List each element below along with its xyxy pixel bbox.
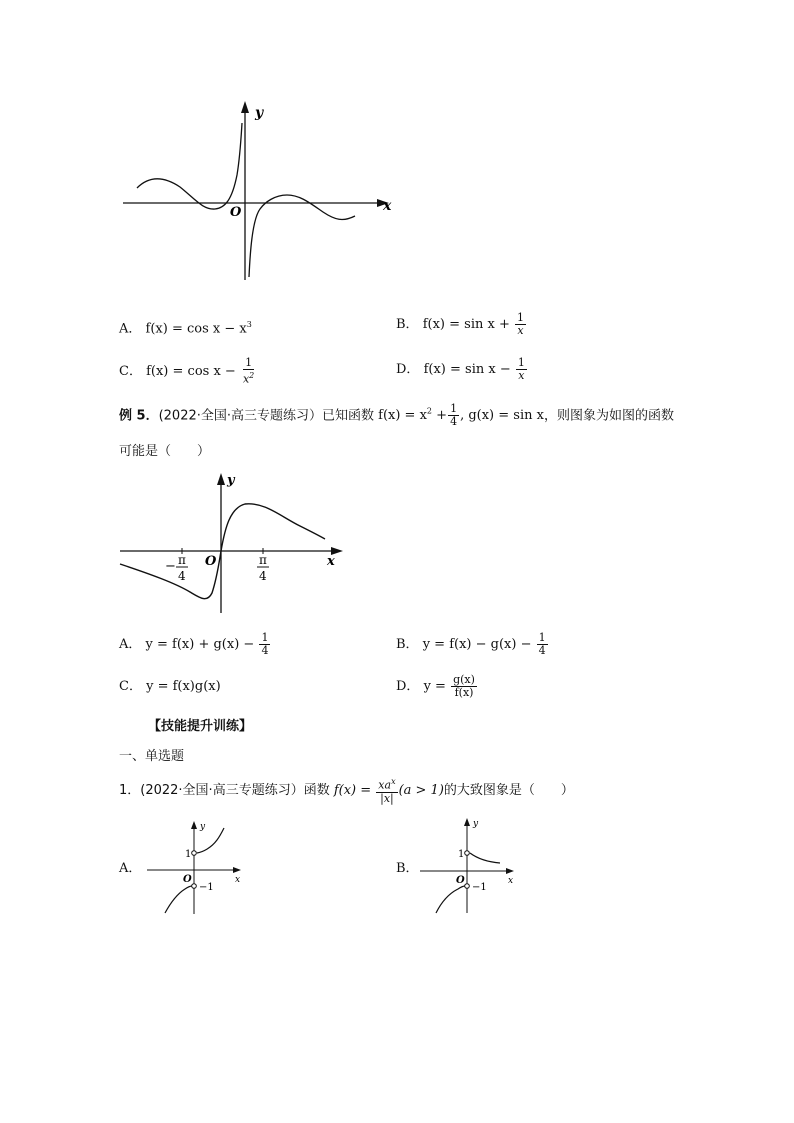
f-formula: $f(x) = x^2$ + $\frac{1}{4}$ , g(x) = sin x <box>378 402 544 429</box>
stem-text: 1．(2022·全国·高三专题练习）函数 <box>119 782 330 798</box>
y-axis-arrow <box>217 473 225 485</box>
q1-option-a-graph[interactable] <box>145 818 250 918</box>
fraction: $\frac{1}{x^2}$ <box>242 356 255 386</box>
fraction: $\frac{1}{4}$ <box>538 631 546 657</box>
x-label: x <box>327 554 335 569</box>
tick-neg-minus: − <box>165 559 176 574</box>
origin-label: O <box>230 205 242 220</box>
option-formula: y = f(x)g(x) <box>146 679 221 694</box>
figure-2-graph <box>115 468 350 618</box>
origin-label: O <box>205 554 217 569</box>
q1-option-b[interactable] <box>396 860 419 878</box>
x-label: x <box>383 198 392 214</box>
open-point-top <box>465 851 470 856</box>
option-a[interactable] <box>119 316 252 338</box>
tick-pos-four: 4 <box>259 569 267 583</box>
option-letter: A． <box>119 861 142 876</box>
y-label: y <box>255 105 264 121</box>
label-one: 1 <box>185 849 192 860</box>
option-letter: A． <box>119 637 142 652</box>
curve-left <box>165 886 192 913</box>
q1-formula: f(x) = $\frac{xa^x}{|x|}$ (a > 1) <box>333 777 444 805</box>
option-letter: B． <box>396 317 419 332</box>
section-heading: 【技能提升训练】 <box>148 719 253 734</box>
y-axis-arrow <box>241 101 249 113</box>
question-1-stem <box>119 776 574 805</box>
open-point-bottom <box>465 884 470 889</box>
label-neg-one: −1 <box>199 882 214 893</box>
example-5-stem <box>119 403 674 428</box>
tick-pos-pi: π <box>259 553 267 567</box>
x-axis-arrow <box>506 868 514 874</box>
option-formula: f(x) = sin x + <box>422 317 510 332</box>
ex5-option-a[interactable] <box>119 632 271 657</box>
label-neg-one: −1 <box>472 882 487 893</box>
option-formula: f(x) = cos x − <box>146 363 236 379</box>
curve-left <box>137 123 242 209</box>
ex5-option-d[interactable] <box>396 674 478 699</box>
option-formula: y = f(x) − g(x) − <box>422 637 532 652</box>
open-point-bottom <box>192 884 197 889</box>
tick-neg-four: 4 <box>178 569 186 583</box>
option-formula: y = <box>423 679 446 694</box>
ex5-option-c[interactable] <box>119 678 221 696</box>
option-formula: f(x) = cos x − x <box>145 321 247 337</box>
origin-label: O <box>183 874 192 885</box>
subsection-heading: 一、单选题 <box>119 749 185 764</box>
ex5-option-b[interactable] <box>396 632 549 657</box>
x-axis-arrow <box>233 867 241 873</box>
stem-text: (2022·全国·高三专题练习）已知函数 <box>158 408 374 424</box>
exponent: 3 <box>246 320 252 329</box>
y-axis-arrow <box>191 821 197 829</box>
fraction: $\frac{1}{4}$ <box>261 631 269 657</box>
example-label: 例 5． <box>119 408 159 424</box>
y-label: y <box>473 819 479 829</box>
example-5-stem-line2: 可能是（ ） <box>119 444 211 459</box>
y-label: y <box>200 822 206 832</box>
option-letter: B． <box>396 861 419 876</box>
q1-option-b-graph[interactable] <box>418 815 523 915</box>
option-formula: y = f(x) + g(x) − <box>145 637 255 652</box>
q1-option-a[interactable] <box>119 860 141 878</box>
option-b[interactable] <box>396 312 527 337</box>
curve-right <box>470 853 500 863</box>
option-letter: C． <box>119 363 142 379</box>
option-d[interactable] <box>396 357 528 382</box>
option-formula: f(x) = sin x − <box>423 362 511 377</box>
stem-text-2: ，则图象为如图的函数 <box>543 408 674 424</box>
x-label: x <box>508 876 514 886</box>
fraction: $\frac{g(x)}{f(x)}$ <box>453 673 475 699</box>
option-letter: D． <box>396 362 420 377</box>
fraction: $\frac{1}{x}$ <box>516 311 524 337</box>
option-letter: A． <box>119 321 142 337</box>
origin-label: O <box>456 875 465 886</box>
option-letter: B． <box>396 637 419 652</box>
open-point-top <box>192 851 197 856</box>
label-one: 1 <box>458 849 465 860</box>
stem-text-2: 的大致图象是（ ） <box>443 782 574 798</box>
option-c[interactable] <box>119 357 257 386</box>
figure-1-graph <box>115 95 405 290</box>
y-label: y <box>227 473 235 488</box>
curve-left <box>436 886 465 913</box>
y-axis-arrow <box>464 818 470 826</box>
tick-neg-pi: π <box>178 553 186 567</box>
option-letter: C． <box>119 679 142 694</box>
curve-right <box>249 195 355 277</box>
fraction: $\frac{1}{x}$ <box>517 356 525 382</box>
x-label: x <box>235 875 241 885</box>
option-letter: D． <box>396 679 420 694</box>
